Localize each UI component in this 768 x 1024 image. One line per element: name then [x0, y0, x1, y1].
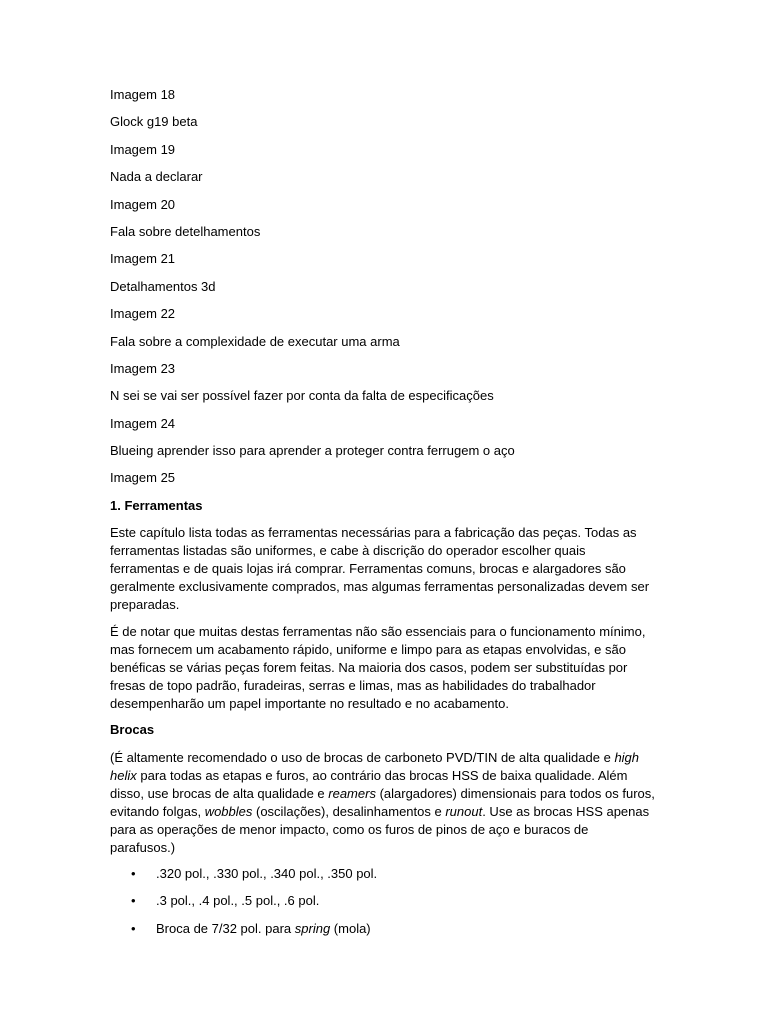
image-caption-24: Imagem 24 [110, 415, 176, 431]
image-note-18: Glock g19 beta [110, 114, 198, 130]
paragraph-brocas-italic-4: runout [445, 803, 483, 819]
paragraph-brocas-text-1: (É altamente recomendado o uso de brocas de carboneto PVD/TIN de alta qualidade e [110, 749, 615, 765]
image-note-19: Nada a declarar [110, 169, 203, 185]
list-item-text: Broca de 7/32 pol. para [156, 920, 295, 936]
document-body [110, 86, 655, 947]
list-item-text: .320 pol., .330 pol., .340 pol., .350 pol. [156, 866, 378, 882]
image-caption-21: Imagem 21 [110, 251, 176, 267]
paragraph-notes: É de notar que muitas destas ferramentas não são essenciais para o funcionamento mínimo, mas fornecem um acabamento rápido, uniforme e limpo para as etapas envolvidas, e são benéficas se várias peças forem feitas. Na maioria dos casos, podem ser substituídas por fresas de topo padrão, furadeiras, serras e limas, mas as habilidades do trabalhador desempenharão um papel importante no resultado e no acabamento. [110, 623, 646, 711]
paragraph-brocas-text-3: (alargadores) dimensionais para todos os furos, evitando folgas, [110, 785, 655, 819]
paragraph-brocas-text-4: (oscilações), desalinhamentos e [252, 803, 446, 819]
list-item-text-tail: (mola) [330, 920, 371, 936]
image-caption-18: Imagem 18 [110, 87, 176, 102]
paragraph-brocas-text-5: . Use as brocas HSS apenas para as operações de menor impacto, como os furos de pinos de aço e buracos de parafusos.) [110, 803, 650, 855]
drill-size-list [110, 865, 655, 937]
image-caption-22: Imagem 22 [110, 306, 176, 322]
image-caption-23: Imagem 23 [110, 360, 176, 376]
list-item [110, 865, 655, 883]
image-caption-20: Imagem 20 [110, 196, 176, 212]
list-item [110, 920, 655, 938]
section-heading: 1. Ferramentas [110, 497, 203, 513]
image-note-21: Detalhamentos 3d [110, 278, 216, 294]
image-note-22: Fala sobre a complexidade de executar uma arma [110, 333, 400, 349]
image-note-23: N sei se vai ser possível fazer por conta da falta de especificações [110, 388, 494, 404]
bullet-icon: • [131, 866, 136, 882]
list-item-italic: spring [294, 920, 331, 936]
list-item [110, 892, 655, 910]
paragraph-brocas-italic-2: reamers [328, 785, 376, 801]
subheading-brocas: Brocas [110, 722, 155, 738]
bullet-icon: • [131, 920, 136, 936]
image-caption-19: Imagem 19 [110, 141, 176, 157]
paragraph-intro: Este capítulo lista todas as ferramentas necessárias para a fabricação das peças. Todas as ferramentas listadas são uniformes, e cabe à discrição do operador escolher quais ferramentas e de quais lojas irá comprar. Ferramentas comuns, brocas e alargadores são geralmente exclusivamente comprados, mas algumas ferramentas personalizadas devem ser preparadas. [110, 525, 650, 613]
paragraph-brocas [110, 749, 655, 857]
list-item-text: .3 pol., .4 pol., .5 pol., .6 pol. [156, 893, 320, 909]
paragraph-brocas-italic-1: high helix [110, 749, 640, 783]
image-note-24: Blueing aprender isso para aprender a proteger contra ferrugem o aço [110, 443, 515, 459]
paragraph-brocas-italic-3: wobbles [204, 803, 253, 819]
image-note-20: Fala sobre detelhamentos [110, 223, 261, 239]
bullet-icon: • [131, 893, 136, 909]
paragraph-brocas-text-2: para todas as etapas e furos, ao contrário das brocas HSS de baixa qualidade. Além disso, use brocas de alta qualidade e [110, 767, 628, 801]
image-caption-25: Imagem 25 [110, 470, 176, 486]
